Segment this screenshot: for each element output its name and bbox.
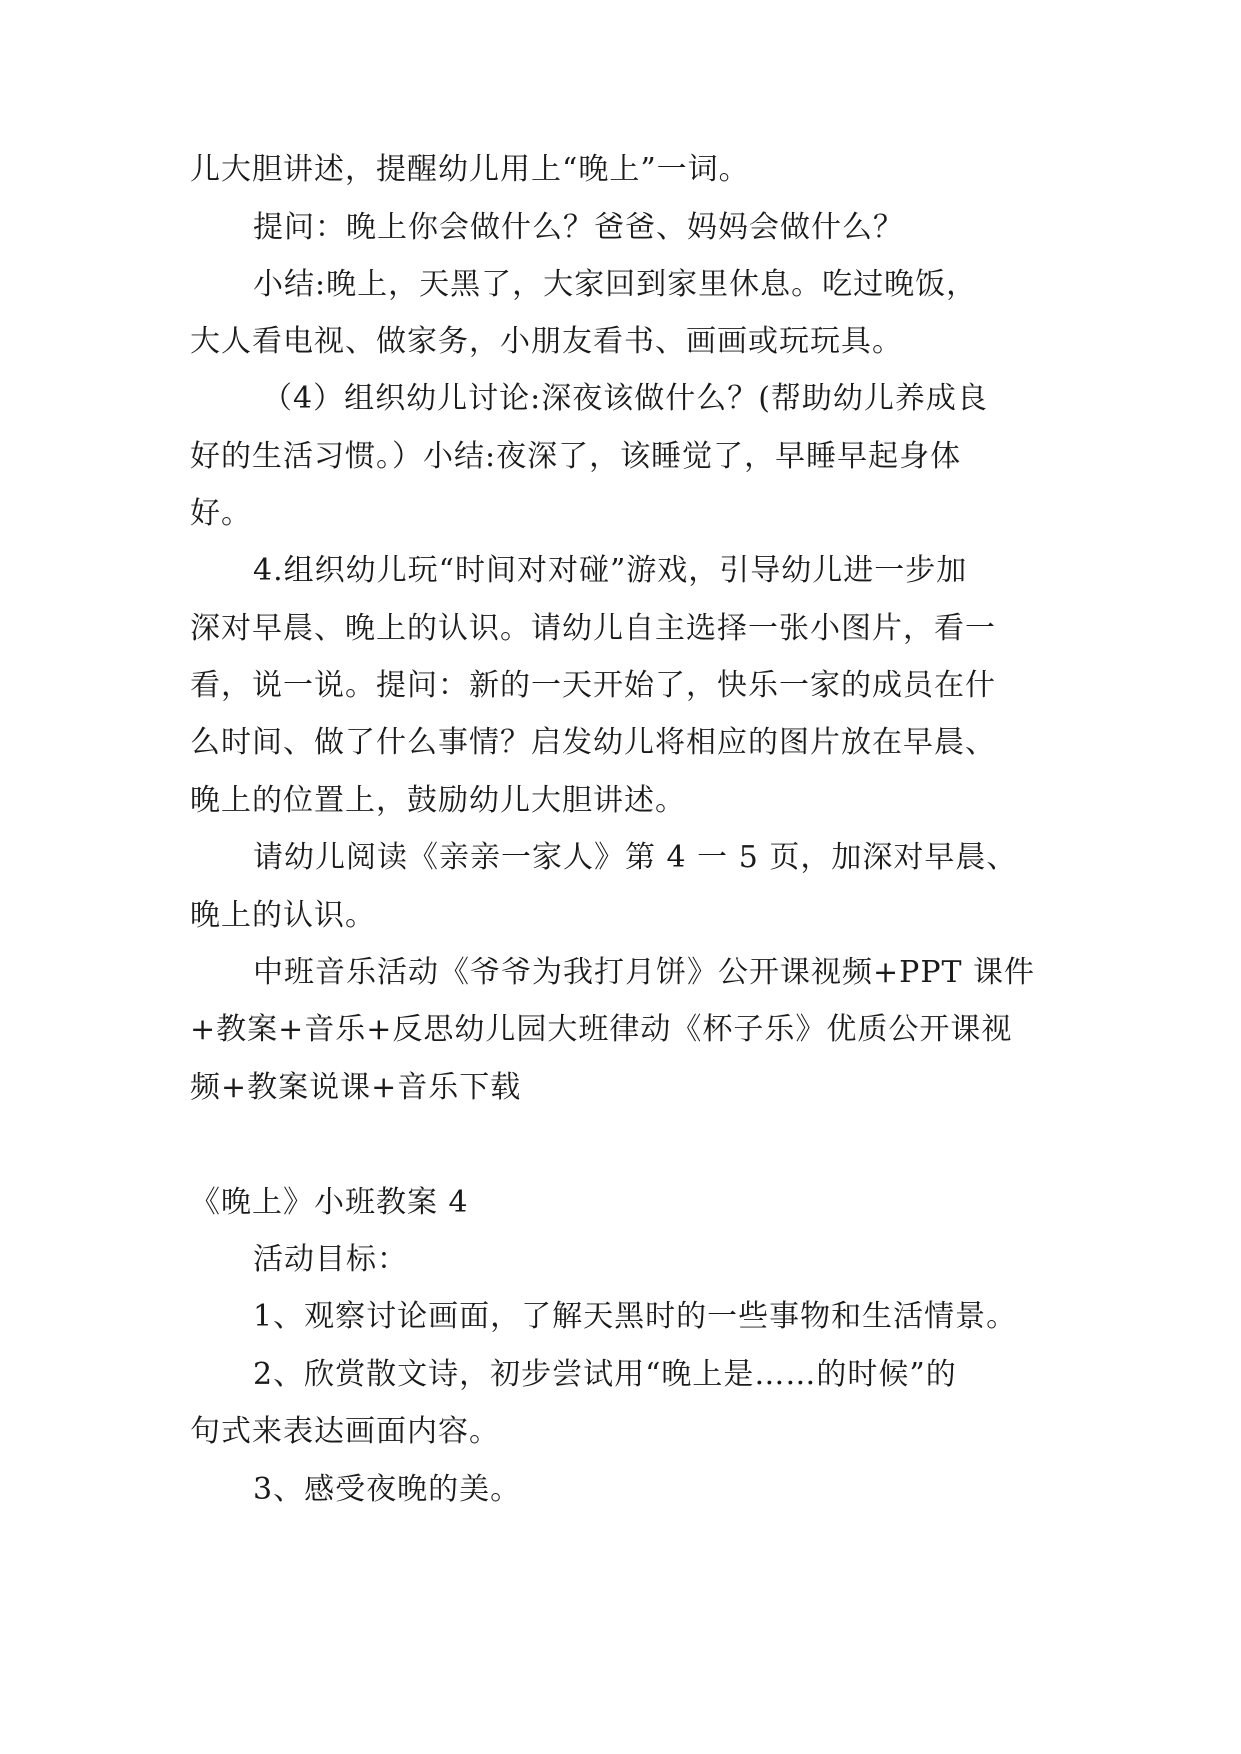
resource-line: 频+教案说课+音乐下载 xyxy=(190,1070,522,1105)
paragraph-line: 大人看电视、做家务，小朋友看书、画画或玩玩具。 xyxy=(190,324,903,359)
objective-item-continuation: 句式来表达画面内容。 xyxy=(190,1414,500,1449)
step-line: （4）组织幼儿讨论:深夜该做什么？(帮助幼儿养成良 xyxy=(262,381,988,416)
paragraph-line: 儿大胆讲述，提醒幼儿用上“晚上”一词。 xyxy=(190,152,750,187)
objective-item: 1、观察讨论画面，了解天黑时的一些事物和生活情景。 xyxy=(253,1299,1018,1334)
objective-item: 2、欣赏散文诗，初步尝试用“晚上是……的时候”的 xyxy=(253,1357,957,1392)
objective-heading: 活动目标： xyxy=(253,1242,408,1277)
step-line: 4.组织幼儿玩“时间对对碰”游戏，引导幼儿进一步加 xyxy=(253,553,968,588)
resource-line: 中班音乐活动《爷爷为我打月饼》公开课视频+PPT 课件 xyxy=(253,955,1036,990)
paragraph-line: 晚上的位置上，鼓励幼儿大胆讲述。 xyxy=(190,783,686,818)
paragraph-line: 看，说一说。提问：新的一天开始了，快乐一家的成员在什 xyxy=(190,668,996,703)
paragraph-line: 好的生活习惯。）小结:夜深了，该睡觉了，早睡早起身体 xyxy=(190,439,962,474)
objective-item: 3、感受夜晚的美。 xyxy=(253,1472,522,1507)
summary-line: 小结:晚上，天黑了，大家回到家里休息。吃过晚饭， xyxy=(253,267,978,302)
paragraph-line: 深对早晨、晚上的认识。请幼儿自主选择一张小图片，看一 xyxy=(190,611,996,646)
reading-line: 请幼儿阅读《亲亲一家人》第 4 一 5 页，加深对早晨、 xyxy=(253,840,1018,875)
paragraph-line: 好。 xyxy=(190,496,252,531)
section-title: 《晚上》小班教案 4 xyxy=(190,1185,469,1220)
resource-line: +教案+音乐+反思幼儿园大班律动《杯子乐》优质公开课视 xyxy=(190,1012,1013,1047)
paragraph-line: 么时间、做了什么事情？启发幼儿将相应的图片放在早晨、 xyxy=(190,725,996,760)
question-line: 提问：晚上你会做什么？爸爸、妈妈会做什么？ xyxy=(253,210,904,245)
paragraph-line: 晚上的认识。 xyxy=(190,898,376,933)
